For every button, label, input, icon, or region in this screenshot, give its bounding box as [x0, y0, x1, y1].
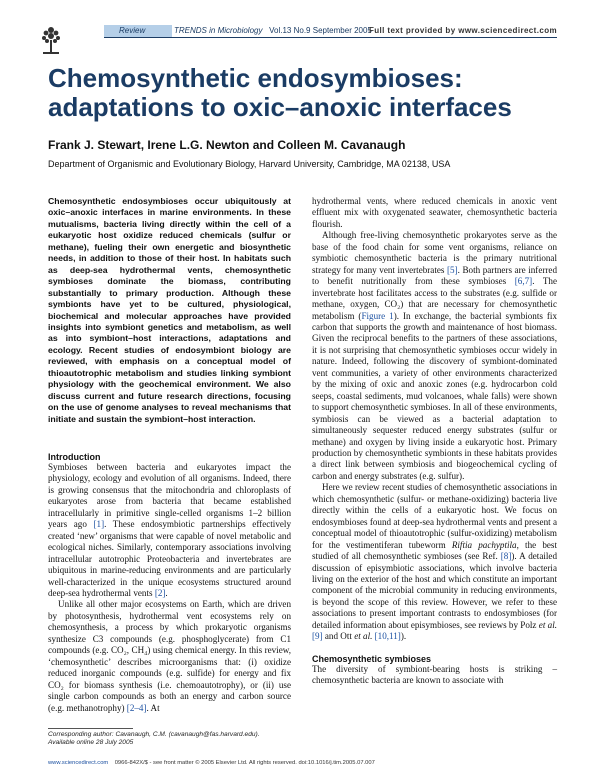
right-paragraph-1: Although free-living chemosynthetic prokaryotes serve as the base of the food chain for some vent organisms, reliance on symbiotic chemosynthetic bacteria is the primary nutritional strategy for many vent invertebrates [5]. Both partners are inferred to benefit nutritionally from these symbioses [6,7]. The invertebrate host facilitates access to the substrates (e.g. sulfide or methane, oxygen, CO₂) that are necessary for chemosynthetic metabolism (Figure 1). In exchange, the bacterial symbionts fix carbon that supports the growth and maintenance of host biomass. Given the reciprocal benefits to the partners of these associations, it is not surprising that chemosynthetic symbioses occur widely in nature. Indeed, following the discovery of symbiont-dominated vent communities, a variety of other environments characterized by the mixing of oxic and anoxic zones (e.g. hydrocarbon cold seeps, coastal sediments, mud volcanoes, whale falls) were shown to support chemosynthetic symbioses. In all of these environments, symbiosis can be viewed as a bacterial adaptation to simultaneously sequester reduced energy substrates (sulfur or methane) and oxygen by living inside a eukaryotic host. Primary production by chemosynthetic symbionts in these habitats provides a direct link between symbiosis and biogeochemical cycling of carbon and energy substrates (e.g. sulfur).	[312, 230, 558, 481]
citation-link[interactable]: [6,7]	[514, 276, 533, 287]
footnote-rule	[48, 728, 133, 729]
affiliation: Department of Organismic and Evolutionary Biology, Harvard University, Cambridge, MA 02138, USA	[48, 159, 451, 169]
right-paragraph-2: Here we review recent studies of chemosynthetic associations in which chemosynthetic (sulfur- or methane-oxidizing) bacteria live directly within the cells of a eukaryotic host. We focus on endosymbioses found at deep-sea hydrothermal vents and present a conceptual model of thioautotrophic (sulfur-oxidizing) metabolism for the vestimentiferan tubeworm Riftia pachyptila, the best studied of all chemosynthetic symbioses (see Ref. [8]). A detailed discussion of episymbiotic associations, which involve bacteria living on the exterior of the host and which constitute an important component of the microbial community in reducing environments, is beyond the scope of this review. However, we refer to these associations to present important contrasts to endosymbioses (for detailed information about episymbioses, see reviews by Polz et al. [9] and Ott et al. [10,11]).	[312, 482, 557, 642]
author-list: Frank J. Stewart, Irene L.G. Newton and Colleen M. Cavanaugh	[48, 138, 406, 152]
corresponding-author: Corresponding author: Cavanaugh, C.M. (cavanaugh@fas.harvard.edu).	[48, 731, 260, 738]
available-online: Available online 28 July 2005	[48, 739, 134, 746]
citation-link[interactable]: [5]	[447, 264, 458, 275]
elsevier-tree-logo-icon	[40, 24, 62, 58]
citation-link[interactable]: [2]	[154, 587, 166, 598]
copyright-text: 0966-842X/$ - see front matter © 2005 Elsevier Ltd. All rights reserved. doi:10.1016/j.tim.2005.07.007	[114, 760, 375, 766]
article-title	[48, 64, 568, 122]
right-paragraph-0: hydrothermal vents, where reduced chemicals in anoxic vent effluent mix with oxygenated seawater, chemosynthetic bacteria flourish.	[312, 196, 557, 229]
intro-paragraph-2: Unlike all other major ecosystems on Earth, which are driven by photosynthesis, hydrothermal vent ecosystems rely on chemosynthesis, a process by which prokaryotic organisms synthesize C3 compounds (e.g. phosphoglycerate) from C1 compounds (e.g. CO₂, CH₄) using chemical energy. In this review, ‘chemosynthetic’ describes microorganisms that: (i) oxidize reduced inorganic compounds (e.g. sulfide) for energy and fix CO₂ for biomass synthesis (i.e. chemoautotrophy), or (ii) use single carbon compounds as both an energy and carbon source (e.g. methanotrophy) [2–4]. At	[48, 599, 291, 713]
intro-paragraph-1: Symbioses between bacteria and eukaryotes impact the physiology, ecology and evolution of all organisms. Indeed, there is growing consensus that the mitochondria and chloroplasts of eukaryotes arose from bacteria that became established intracellularly in primitive single-celled organisms 1–2 billion years ago [1]. These endosymbiotic partnerships effectively created ‘new’ organisms that were capable of novel metabolic and ecological niches. Similarly, contemporary associations involving intracellular autotrophic Proteobacteria and invertebrates are ubiquitous in marine-reducing environments and are particularly well-characterized in the unique ecosystems structured around deep-sea hydrothermal vents [2].	[48, 462, 291, 598]
title-line-2: adaptations to oxic–anoxic interfaces	[48, 92, 512, 122]
journal-name: TRENDS in Microbiology	[174, 26, 263, 35]
right-column	[312, 196, 557, 687]
journal-header	[104, 25, 557, 37]
citation-link[interactable]: [8]	[500, 551, 512, 562]
header-rule	[104, 37, 557, 38]
journal-issue: Vol.13 No.9 September 2005	[269, 26, 372, 35]
journal-info	[174, 26, 372, 35]
citation-link[interactable]: [1]	[93, 519, 105, 530]
right-paragraph-3: The diversity of symbiont-bearing hosts is striking – chemosynthetic bacteria are known to associate with	[312, 663, 557, 686]
citation-link[interactable]: [9]	[312, 631, 323, 642]
figure-link[interactable]: Figure 1	[361, 310, 394, 321]
section-heading: Chemosynthetic symbioses	[312, 653, 432, 664]
title-line-1: Chemosynthetic endosymbioses:	[48, 63, 463, 93]
sciencedirect-cover-text: Full text provided by www.sciencedirect.com	[368, 26, 557, 35]
page-footer	[48, 760, 557, 766]
citation-link[interactable]: [10,11]	[374, 631, 401, 642]
species-name: Riftia pachyptila	[451, 539, 517, 550]
citation-link[interactable]: [2–4]	[126, 702, 147, 713]
abstract: Chemosynthetic endosymbioses occur ubiquitously at oxic–anoxic interfaces in marine environments. In these mutualisms, bacteria living directly within the cell of a eukaryotic host oxidize reduced chemicals (sulfur or methane), fueling their own energetic and biosynthetic needs, in addition to those of their host. In habitats such as deep-sea hydrothermal vents, chemosynthetic symbioses dominate the biomass, contributing substantially to primary production. Although these symbionts have yet to be cultured, physiological, biochemical and molecular approaches have provided insights into symbiont genetics and metabolism, as well as into symbiont–host interactions, adaptations and ecology. Recent studies of endosymbiont biology are reviewed, with emphasis on a conceptual model of thioautotrophic metabolism and studies linking symbiont physiology with the geochemical environment. We also discuss current and future research directions, focusing on the use of genome analyses to reveal mechanisms that initiate and sustain the symbiont–host interaction.	[48, 196, 291, 424]
left-column	[48, 452, 291, 714]
intro-heading: Introduction	[48, 452, 101, 462]
footnote	[48, 731, 260, 747]
sciencedirect-link[interactable]: www.sciencedirect.com	[48, 760, 109, 766]
section-label: Review	[119, 26, 146, 35]
